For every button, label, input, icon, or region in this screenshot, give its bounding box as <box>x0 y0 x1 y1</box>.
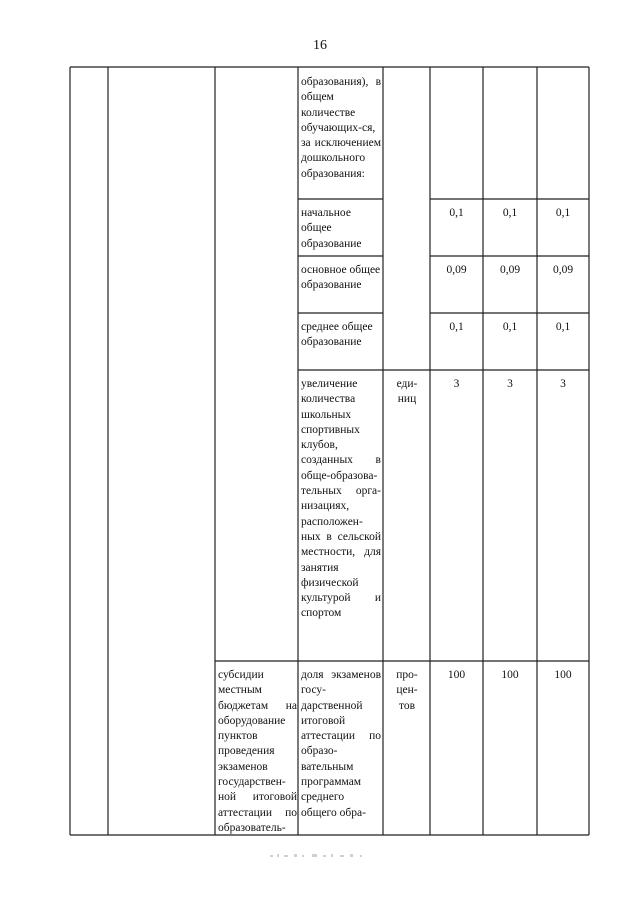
value-cell-1-1: 0,1 <box>449 207 464 219</box>
indicator-cell-4: увеличение количества школьных спортивных клубов, созданных в обще-образова-тельных орга-низациях, расположен-ных в сельской местности, для занятия физической культурой и спортом <box>301 378 381 620</box>
unit-cell-5: про-цен-тов <box>396 669 418 712</box>
indicator-cell-5: доля экзаменов госу-дарственной итоговой аттестации по образо-вательным программам среднего общего обра- <box>301 669 381 819</box>
indicator-cell-1: начальное общее образование <box>301 207 362 250</box>
value-cell-5-3: 100 <box>554 669 572 681</box>
value-cell-2-1: 0,09 <box>446 264 467 276</box>
value-cell-4-3: 3 <box>560 378 566 390</box>
value-cell-5-2: 100 <box>501 669 519 681</box>
activity-cell-5: субсидии местным бюджетам на оборудование пунктов проведения экзаменов государствен-ной итоговой аттестации по образователь- <box>218 669 297 834</box>
unit-cell-4: еди-ниц <box>396 378 418 406</box>
value-cell-3-2: 0,1 <box>502 321 518 333</box>
value-cell-4-1: 3 <box>453 378 460 390</box>
value-cell-4-2: 3 <box>507 378 513 390</box>
value-cell-2-2: 0,09 <box>499 264 521 276</box>
scan-artifact <box>268 848 378 858</box>
value-cell-2-3: 0,09 <box>552 264 574 276</box>
indicator-cell-0: образования), в общем количестве обучающих-ся, за исключением дошкольного образования: <box>301 76 381 180</box>
value-cell-3-1: 0,1 <box>449 321 464 333</box>
value-cell-3-3: 0,1 <box>555 321 571 333</box>
indicator-cell-3: среднее общее образование <box>301 321 373 349</box>
value-cell-1-3: 0,1 <box>555 207 571 219</box>
indicator-cell-2: основное общее образование <box>301 264 381 292</box>
page-number: 16 <box>313 38 327 53</box>
value-cell-5-1: 100 <box>447 669 466 681</box>
value-cell-1-2: 0,1 <box>502 207 518 219</box>
